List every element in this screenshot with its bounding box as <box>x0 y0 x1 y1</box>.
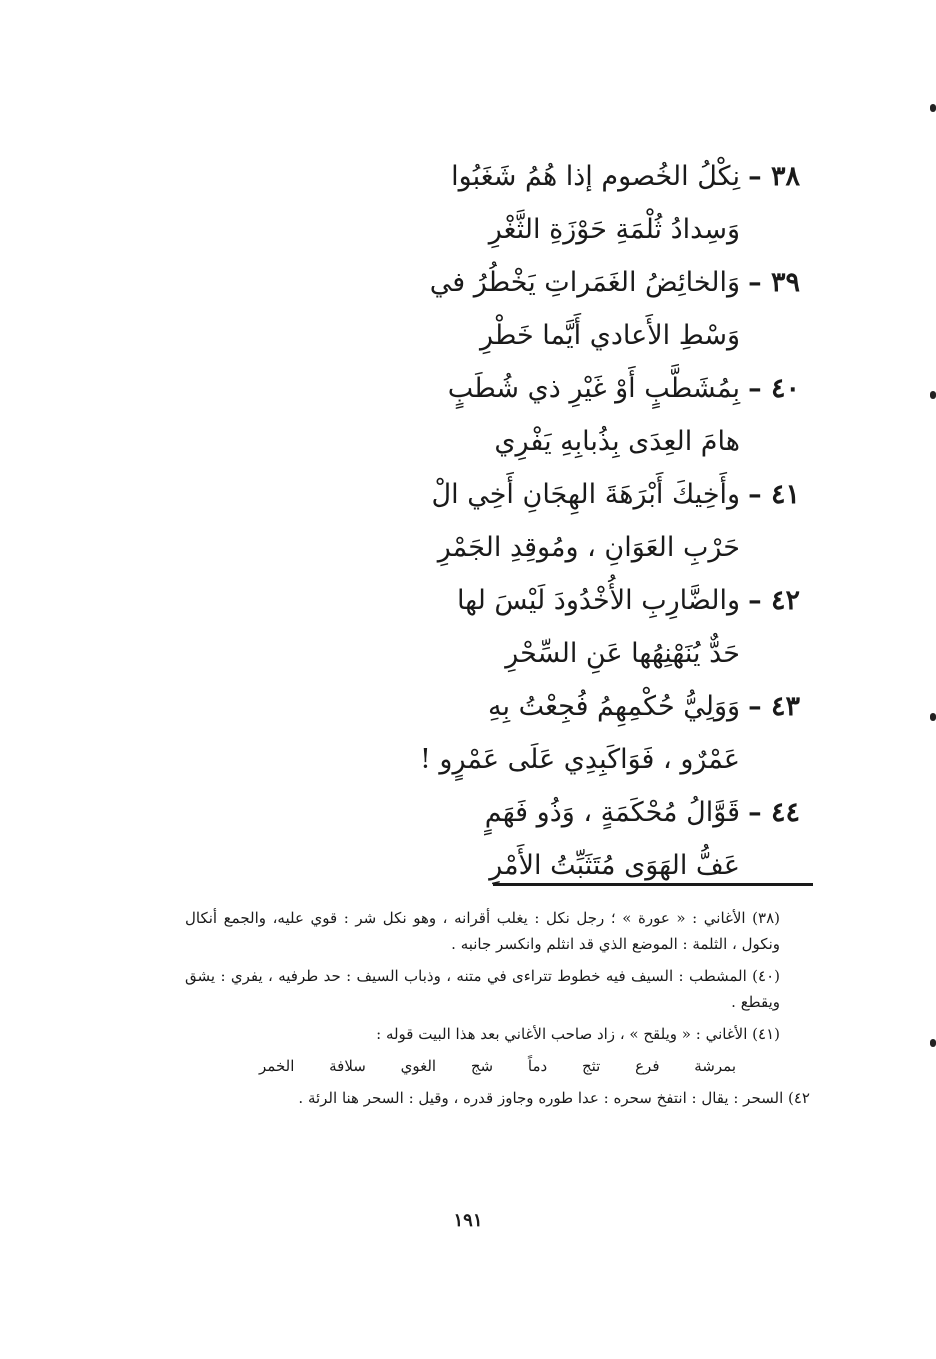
footnote-41-verse: بمرشة فرع تثج دماً شج الغوي سلافة الخمر <box>259 1057 736 1075</box>
verse-number: ٤٢ – <box>748 585 800 616</box>
hemistich-text: وأَخِيكَ أَبْرَهَةَ الهِجَانِ أَخِي الْ <box>431 479 741 510</box>
footnote-40: (٤٠) المشطب : السيف فيه خطوط تتراءى في متنه ، وذباب السيف : حد طرفيه ، يفري : يشق ويقطع . <box>185 967 780 1011</box>
verse-first-hemistich <box>180 468 800 521</box>
verse-number: ٣٩ – <box>748 267 800 298</box>
verse-second-hemistich <box>180 627 800 680</box>
verse-number: ٤٤ – <box>748 797 800 828</box>
hemistich-text: عَفُّ الهَوَى مُتَثَبِّتُ الأَمْرِ <box>489 850 740 881</box>
hemistich-text: حَرْبِ العَوَانِ ، ومُوقِدِ الجَمْرِ <box>437 532 740 563</box>
hemistich-text: وَسِدادُ ثُلْمَةِ حَوْزَةِ الثَّغْرِ <box>488 214 740 245</box>
scan-artifact-dot <box>930 391 936 399</box>
verse-second-hemistich <box>180 309 800 362</box>
verse-first-hemistich <box>180 362 800 415</box>
verse-number: ٤٣ – <box>748 691 800 722</box>
verse-first-hemistich <box>180 150 800 203</box>
footnotes <box>185 905 810 1117</box>
verse-first-hemistich <box>180 574 800 627</box>
footnote-38: (٣٨) الأغاني : « عورة » ؛ رجل نكل : يغلب أقرانه ، وهو نكل شر : قوي عليه، والجمع أنكال ونكول ، الثلمة : الموضع الذي قد انثلم وانكسر جانبه . <box>185 909 780 953</box>
verse-second-hemistich <box>180 415 800 468</box>
hemistich-text: حَدٌّ يُنَهْنِهُها عَنِ السِّحْرِ <box>505 638 740 669</box>
hemistich-text: نِكْلُ الخُصوم إذا هُمُ شَغَبُوا <box>451 161 741 192</box>
hemistich-text: قَوَّالُ مُحْكَمَةٍ ، وَذُو فَهَمٍ <box>484 797 741 828</box>
scan-artifact-dot <box>930 713 936 721</box>
scan-artifact-dot <box>930 1039 936 1047</box>
hemistich-text: عَمْرٌو ، فَوَاكَبِدِي عَلَى عَمْرٍو ! <box>419 744 740 775</box>
hemistich-text: وَوَلِيُّ حُكْمِهِمُ فُجِعْتُ بِهِ <box>488 691 741 722</box>
verse-first-hemistich <box>180 256 800 309</box>
hemistich-text: هامَ العِدَى بِذُبابِهِ يَفْرِي <box>494 426 740 457</box>
footnote-41: (٤١) الأغاني : « ويلقح » ، زاد صاحب الأغاني بعد هذا البيت قوله : <box>376 1025 780 1043</box>
hemistich-text: وَالخائِضُ الغَمَراتِ يَخْطُرُ في <box>429 267 741 298</box>
hemistich-text: بِمُشَطَّبٍ أَوْ غَيْرِ ذي شُطَبٍ <box>447 373 741 404</box>
hemistich-text: والضَّارِبِ الأُخْدُودَ لَيْسَ لها <box>456 585 741 616</box>
verse-number: ٣٨ – <box>748 161 800 192</box>
verse-first-hemistich <box>180 680 800 733</box>
page-number: ١٩١ <box>453 1210 483 1231</box>
footnote-divider <box>493 883 813 886</box>
verse-second-hemistich <box>180 733 800 786</box>
verse-second-hemistich <box>180 203 800 256</box>
verse-number: ٤٠ – <box>748 373 800 404</box>
verse-number: ٤١ – <box>748 479 800 510</box>
verse-second-hemistich <box>180 521 800 574</box>
hemistich-text: وَسْطِ الأَعادي أَيَّما خَطْرِ <box>479 320 740 351</box>
poem-body <box>180 150 800 892</box>
verse-first-hemistich <box>180 786 800 839</box>
scan-artifact-dot <box>930 104 936 112</box>
footnote-42: ٤٢) السحر : يقال : انتفخ سحره : عدا طوره وجاوز قدره ، وقيل : السحر هنا الرئة . <box>298 1089 810 1107</box>
